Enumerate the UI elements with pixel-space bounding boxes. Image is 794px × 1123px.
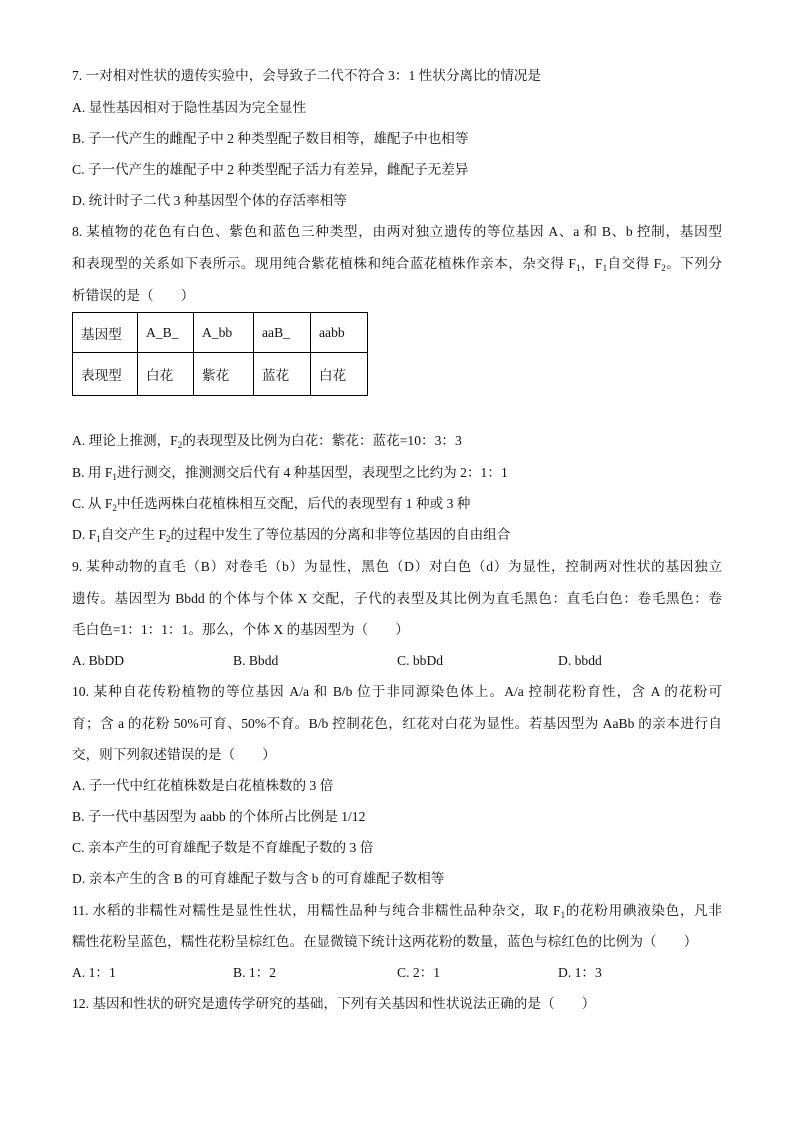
- option-text: B. 用 F: [72, 465, 113, 480]
- q8-option-c: [72, 494, 470, 514]
- option-text: 自交产生 F: [100, 527, 167, 542]
- subscript: 2: [166, 534, 171, 544]
- q9-option-a: A. BbDD: [72, 653, 125, 668]
- table-cell: 紫花: [194, 353, 254, 396]
- q11-stem-text: 11. 水稻的非糯性对糯性是显性性状，用糯性品种与纯合非糯性品种杂交，取 F: [72, 903, 561, 918]
- subscript: 1: [560, 910, 566, 920]
- q8-stem-text: 。下列分: [665, 256, 723, 271]
- q10-option-d: D. 亲本产生的含 B 的可育雄配子数与含 b 的可育雄配子数相等: [72, 871, 445, 886]
- q9-option-b: B. Bbdd: [233, 653, 279, 668]
- q11-option-c: C. 2：1: [397, 965, 441, 980]
- option-text: C. 从 F: [72, 496, 113, 511]
- table-cell: 白花: [311, 353, 368, 396]
- q10-option-a: A. 子一代中红花植株数是白花植株数的 3 倍: [72, 778, 334, 793]
- q9-stem-line-2: 遗传。基因型为 Bbdd 的个体与个体 X 交配，子代的表型及其比例为直毛黑色：直毛白色：卷毛黑色：卷: [72, 591, 722, 606]
- q9-stem-line-3: 毛白色=1：1：1：1。那么，个体 X 的基因型为（ ）: [72, 622, 409, 637]
- option-text: 进行测交，推测测交后代有 4 种基因型，表现型之比约为 2：1：1: [116, 465, 508, 480]
- q8-stem-text: 自交得 F: [607, 256, 662, 271]
- q10-option-c: C. 亲本产生的可育雄配子数是不育雄配子数的 3 倍: [72, 840, 374, 855]
- table-cell: A_B_: [138, 313, 194, 353]
- q11-option-a: A. 1：1: [72, 965, 116, 980]
- option-text: A. 理论上推测，F: [72, 433, 178, 448]
- subscript: 2: [661, 263, 666, 273]
- genotype-phenotype-table: [72, 312, 368, 396]
- q10-stem-line-2: 育；含 a 的花粉 50%可育、50%不育。B/b 控制花色，红花对白花为显性。若基因型为 AaBb 的亲本进行自: [72, 716, 722, 731]
- table-cell: aaB_: [254, 313, 311, 353]
- q9-option-c: C. bbDd: [397, 653, 444, 668]
- subscript: 2: [177, 440, 183, 450]
- q8-option-d: [72, 525, 510, 545]
- table-cell: A_bb: [194, 313, 254, 353]
- option-text: D. F: [72, 527, 97, 542]
- q8-stem-text: ，F: [580, 256, 603, 271]
- subscript: 1: [112, 472, 117, 482]
- q7-option-c: C. 子一代产生的雄配子中 2 种类型配子活力有差异，雌配子无差异: [72, 162, 469, 177]
- q7-option-d: D. 统计时子二代 3 种基因型个体的存活率相等: [72, 193, 347, 208]
- table-cell: 白花: [138, 353, 194, 396]
- q10-stem-line-3: 交，则下列叙述错误的是（ ）: [72, 747, 276, 762]
- q8-stem-line-1: 8. 某植物的花色有白色、紫色和蓝色三种类型，由两对独立遗传的等位基因 A、a 和 B、b 控制，基因型: [72, 224, 722, 239]
- q7-option-a: A. 显性基因相对于隐性基因为完全显性: [72, 100, 307, 115]
- q9-option-d: D. bbdd: [558, 653, 602, 668]
- subscript: 1: [602, 263, 608, 273]
- table-cell: 蓝花: [254, 353, 311, 396]
- option-text: 的表现型及比例为白花：紫花：蓝花=10：3：3: [182, 433, 462, 448]
- q10-option-b: B. 子一代中基因型为 aabb 的个体所占比例是 1/12: [72, 809, 366, 824]
- q8-stem-text: 和表现型的关系如下表所示。现用纯合紫花植株和纯合蓝花植株作亲本，杂交得 F: [72, 256, 576, 271]
- q7-stem: 7. 一对相对性状的遗传实验中，会导致子二代不符合 3：1 性状分离比的情况是: [72, 68, 541, 83]
- q8-option-b: [72, 463, 508, 483]
- option-text: 的过程中发生了等位基因的分离和非等位基因的自由组合: [170, 527, 511, 542]
- q11-option-d: D. 1：3: [558, 965, 602, 980]
- q11-option-b: B. 1：2: [233, 965, 277, 980]
- subscript: 1: [575, 263, 581, 273]
- q8-option-a: [72, 431, 462, 451]
- subscript: 2: [112, 503, 117, 513]
- table-row-genotype: [73, 313, 368, 353]
- table-row-phenotype: [73, 353, 368, 396]
- table-cell: aabb: [311, 313, 368, 353]
- q7-option-b: B. 子一代产生的雌配子中 2 种类型配子数目相等，雄配子中也相等: [72, 131, 469, 146]
- q8-stem-line-2: [72, 254, 722, 274]
- q9-stem-line-1: 9. 某种动物的直毛（B）对卷毛（b）为显性，黑色（D）对白色（d）为显性，控制两对性状的基因独立: [72, 559, 722, 574]
- table-cell: 基因型: [73, 313, 138, 353]
- table-cell: 表现型: [73, 353, 138, 396]
- q11-stem-line-2: 糯性花粉呈蓝色，糯性花粉呈棕红色。在显微镜下统计这两花粉的数量，蓝色与棕红色的比例为（ ）: [72, 934, 698, 949]
- q11-stem-line-1: [72, 901, 722, 921]
- q12-stem: 12. 基因和性状的研究是遗传学研究的基础，下列有关基因和性状说法正确的是（ ）: [72, 996, 596, 1011]
- q8-stem-line-3: 析错误的是（ ）: [72, 288, 195, 303]
- q11-stem-text: 的花粉用碘液染色，凡非: [565, 903, 723, 918]
- q10-stem-line-1: 10. 某种自花传粉植物的等位基因 A/a 和 B/b 位于非同源染色体上。A/a 控制花粉育性，含 A 的花粉可: [72, 684, 722, 699]
- subscript: 1: [96, 534, 101, 544]
- option-text: 中任选两株白花植株相互交配，后代的表现型有 1 种或 3 种: [116, 496, 471, 511]
